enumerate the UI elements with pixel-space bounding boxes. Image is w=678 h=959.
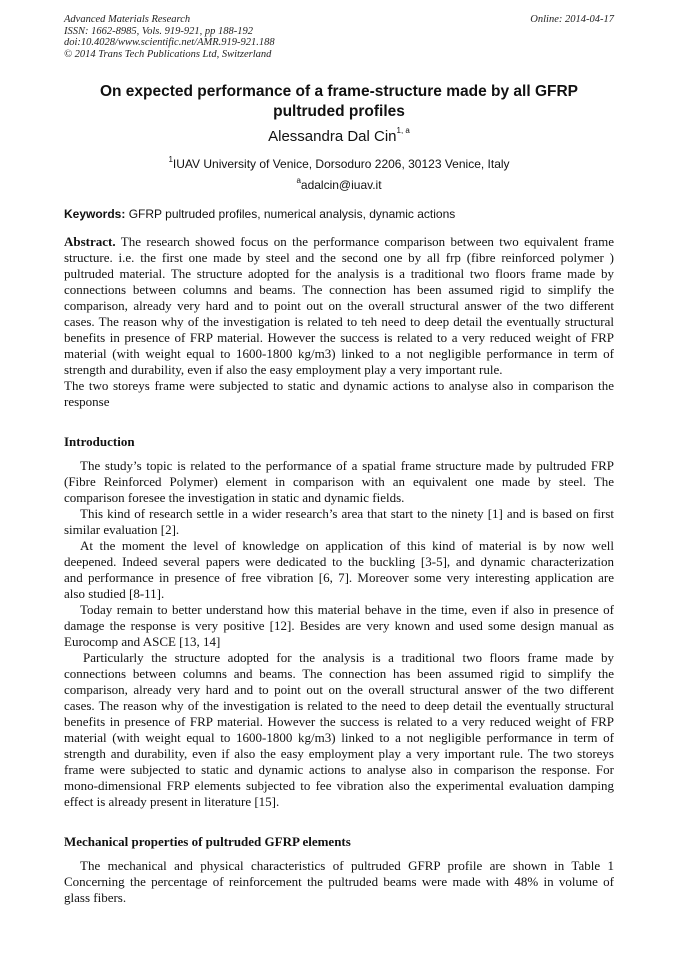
email — [64, 178, 614, 192]
online-date: Online: 2014-04-17 — [530, 14, 614, 25]
text-line: Eurocomp and ASCE [13, 14] — [64, 634, 221, 649]
text-line: At the moment the level of knowledge on application of this kind of material is by now well — [80, 538, 614, 553]
text-line: cases. The reason why of the investigation is related to the need to deep detail the eventually structural — [64, 698, 614, 713]
text-line: cases. The reason why of the investigation is related to teh need to deep detail the eventually structural — [64, 314, 614, 329]
issn: ISSN: 1662-8985, Vols. 919-921, pp 188-192 — [64, 25, 253, 37]
text-line: effect is already present in literature [15]. — [64, 794, 280, 809]
mechanical-section — [64, 834, 614, 906]
text-line: Particularly the structure adopted for the analysis is a traditional two floors frame made by — [83, 650, 614, 665]
text-line: deepened. Indeed several papers were dedicated to the buckling [3-5], and dynamic characterization — [64, 554, 614, 569]
abstract-text: The research showed focus on the performance comparison between two equivalent frame — [115, 234, 614, 249]
author-name: Alessandra Dal Cin — [268, 128, 397, 145]
title-line: On expected performance of a frame-structure made by all GFRP — [99, 83, 579, 100]
text-line: mono-dimensional FRP elements subjected to fee vibration also the experimental evaluation damping — [64, 778, 614, 793]
text-line: material (with weight equal to 1600-1800 kg/m3) linked to a not negligible performance in term of — [64, 730, 614, 745]
copyright: © 2014 Trans Tech Publications Ltd, Switzerland — [64, 48, 272, 60]
text-line: Today remain to better understand how this material behave in the time, even if also in presence of — [80, 602, 614, 617]
paper-title — [64, 82, 614, 122]
text-line: strength and durability, even if also the easy employment play a very important rule. The two storeys — [64, 746, 614, 761]
text-line: The mechanical and physical characteristics of pultruded GFRP profile are shown in Table 1 — [80, 858, 614, 873]
text-line — [64, 234, 614, 250]
author-sup: 1, a — [396, 126, 410, 135]
text-line: similar evaluation [2]. — [64, 522, 180, 537]
text-line: This kind of research settle in a wider research’s area that start to the ninety [1] and is based on first — [80, 506, 614, 521]
text-line: structure. i.e. the first one made by steel and the second one by all frp (fibre reinforced polymer ) — [64, 250, 614, 265]
text-line: also studied [8-11]. — [64, 586, 165, 601]
journal-header — [64, 14, 275, 60]
doi: doi:10.4028/www.scientific.net/AMR.919-921.188 — [64, 37, 275, 48]
text-line: response — [64, 394, 110, 409]
keywords — [64, 207, 455, 221]
text-line: material (with weight equal to 1600-1800 kg/m3) linked to a not negligible performance in term of — [64, 346, 614, 361]
keywords-label: Keywords: — [64, 207, 126, 221]
text-line: The two storeys frame were subjected to static and dynamic actions to analyse also in comparison the — [64, 378, 614, 393]
text-line: and performance in presence of free vibration [6, 7]. Moreover some very interesting application are — [64, 570, 614, 585]
text-line: The study’s topic is related to the performance of a spatial frame structure made by pultruded FRP — [80, 458, 614, 473]
text-line: damage the response is very positive [12]. Besides are very known and used some design manual as — [64, 618, 614, 633]
affiliation-sup: 1 — [168, 155, 173, 164]
text-line: benefits in presence of FRP material. However the success is related to a very reduced weight of FRP — [64, 714, 614, 729]
journal-name: Advanced Materials Research — [64, 14, 191, 25]
affiliation — [64, 157, 614, 171]
text-line: comparison, already very hard and to point out on the overall structural answer of the two different — [64, 682, 614, 697]
title-line: pultruded profiles — [273, 103, 405, 120]
text-line: connections between columns and beams. The connection has been assumed rigid to simplify the — [64, 282, 614, 297]
email-sup: a — [296, 176, 301, 185]
text-line: benefits in presence of FRP material. However the success is related to a very reduced weight of FRP — [64, 330, 614, 345]
text-line: pultruded material. The structure adopted for the analysis is a traditional two floors frame made by — [64, 266, 614, 281]
text-line: frame were subjected to static and dynamic actions to analyse also in comparison the response. For — [64, 762, 614, 777]
text-line: (Fibre Reinforced Polymer) element in comparison with an equivalent one made by steel. The — [64, 474, 614, 489]
author — [64, 128, 614, 145]
section-heading: Introduction — [64, 434, 135, 449]
text-line: comparison foresee the investigation in static and dynamic fields. — [64, 490, 405, 505]
text-line: connections between columns and beams. The connection has been assumed rigid to simplify the — [64, 666, 614, 681]
keywords-text: GFRP pultruded profiles, numerical analysis, dynamic actions — [125, 207, 456, 221]
introduction-section — [64, 434, 614, 810]
text-line: Concerning the percentage of reinforcement the pultruded beams were made with 48% in volume of — [64, 874, 614, 889]
text-line: strength and durability, even if also the easy employment play a very important rule. — [64, 362, 503, 377]
abstract-label: Abstract. — [64, 234, 116, 249]
affiliation-text: IUAV University of Venice, Dorsoduro 2206, 30123 Venice, Italy — [172, 157, 510, 171]
email-text[interactable]: adalcin@iuav.it — [300, 178, 382, 192]
abstract-section — [64, 234, 614, 410]
section-heading: Mechanical properties of pultruded GFRP elements — [64, 834, 351, 849]
text-line: comparison, already very hard and to point out on the overall structural answer of the two different — [64, 298, 614, 313]
text-line: glass fibers. — [64, 890, 127, 905]
